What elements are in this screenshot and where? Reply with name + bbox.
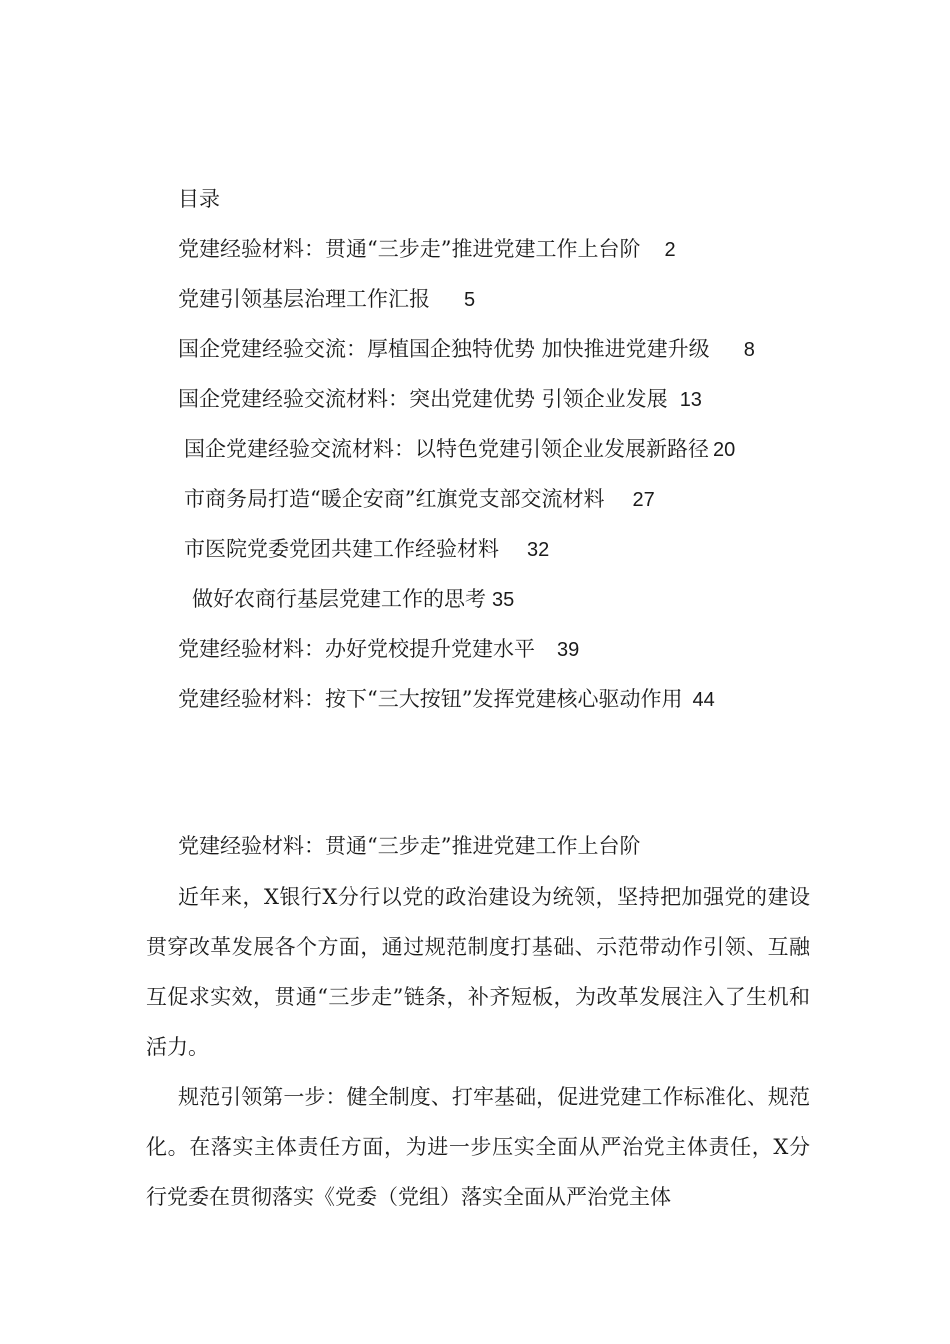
toc-entry[interactable]	[178, 334, 755, 365]
toc-entry-page: 44	[692, 689, 715, 711]
toc-title: 目录	[178, 187, 220, 211]
toc-entry[interactable]	[184, 484, 655, 515]
toc-entry-text: 国企党建经验交流材料：突出党建优势 引领企业发展	[178, 387, 668, 411]
toc-entry[interactable]	[178, 284, 475, 315]
toc-entry-page: 13	[679, 389, 702, 411]
toc-entry-text: 做好农商行基层党建工作的思考	[192, 587, 486, 611]
toc-entry[interactable]	[178, 234, 676, 265]
article-paragraph: 规范引领第一步：健全制度、打牢基础，促进党建工作标准化、规范化。在落实主体责任方面，为进一步压实全面从严治党主体责任，X分行党委在贯彻落实《党委（党组）落实全面从严治党主体	[146, 1085, 810, 1209]
toc-entry-page: 20	[713, 439, 736, 461]
article-paragraph: 近年来，X银行X分行以党的政治建设为统领，坚持把加强党的建设贯穿改革发展各个方面，通过规范制度打基础、示范带动作引领、互融互促求实效，贯通“三步走”链条，补齐短板，为改革发展注入了生机和活力。	[146, 885, 810, 1059]
toc-entry-text: 党建经验材料：按下“三大按钮”发挥党建核心驱动作用	[178, 687, 683, 711]
toc-entry[interactable]	[178, 684, 715, 715]
toc-entry-page: 39	[557, 639, 580, 661]
toc-entry[interactable]	[184, 434, 735, 465]
toc-entry-text: 党建经验材料：办好党校提升党建水平	[178, 637, 535, 661]
toc-entry-page: 2	[664, 239, 676, 261]
toc-entry-page: 35	[492, 589, 515, 611]
toc-entry-page: 5	[464, 289, 476, 311]
toc-entry-page: 27	[632, 489, 655, 511]
toc-entry[interactable]	[192, 584, 514, 615]
toc-entry[interactable]	[184, 534, 549, 565]
toc-entry-text: 国企党建经验交流：厚植国企独特优势 加快推进党建升级	[178, 337, 710, 361]
toc-entry-text: 市医院党委党团共建工作经验材料	[184, 537, 499, 561]
article-title: 党建经验材料：贯通“三步走”推进党建工作上台阶	[178, 834, 641, 858]
toc-entry[interactable]	[178, 384, 702, 415]
toc-entry-text: 市商务局打造“暖企安商”红旗党支部交流材料	[184, 487, 605, 511]
toc-entry-page: 8	[743, 339, 755, 361]
toc-entry-page: 32	[527, 539, 550, 561]
toc-entry-text: 国企党建经验交流材料：以特色党建引领企业发展新路径	[184, 437, 709, 461]
toc-entry-text: 党建经验材料：贯通“三步走”推进党建工作上台阶	[178, 237, 641, 261]
toc-entry-text: 党建引领基层治理工作汇报	[178, 287, 430, 311]
toc-entry[interactable]	[178, 634, 579, 665]
